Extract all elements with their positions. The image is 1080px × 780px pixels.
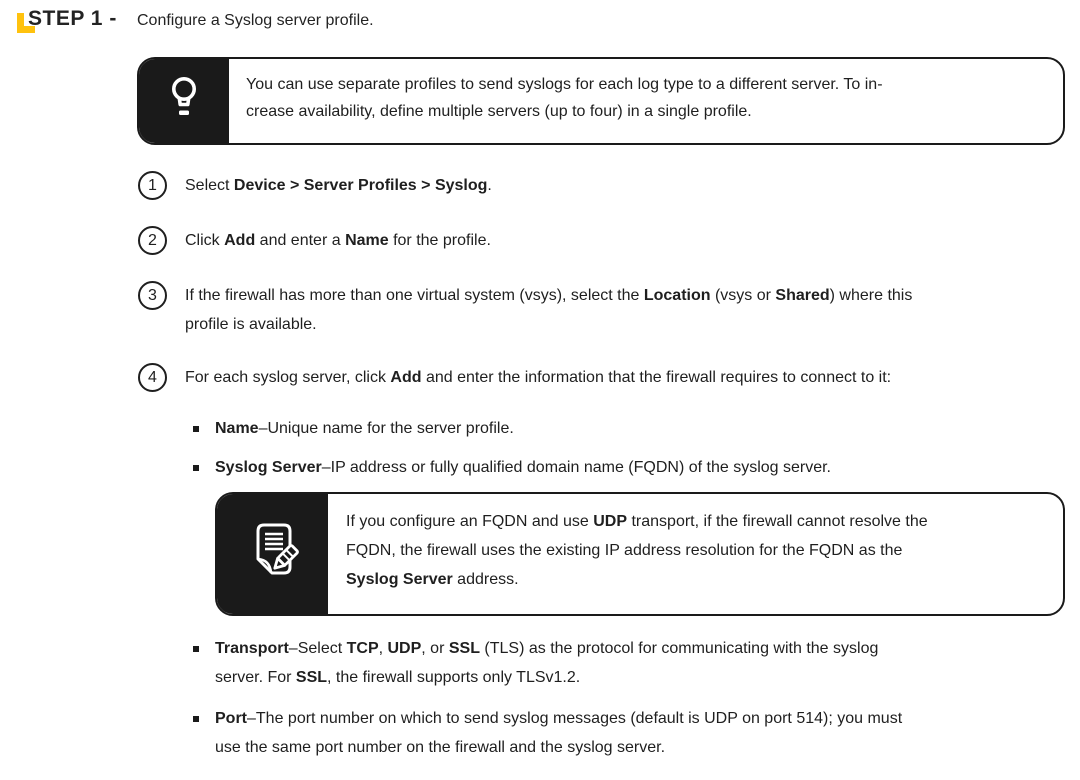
- bullet-item-port: [193, 704, 902, 762]
- tip-icon-panel: [139, 59, 229, 143]
- bullet-item-transport: [193, 634, 878, 692]
- step-item-4: [138, 363, 891, 393]
- bullet-marker: [193, 716, 199, 722]
- lightbulb-icon: [169, 76, 199, 127]
- step-item-3: [138, 281, 912, 339]
- step-label: STEP 1 -: [28, 7, 117, 30]
- bullet-marker: [193, 426, 199, 432]
- bullet-item-name: [193, 414, 514, 443]
- step-text: Click Add and enter a Name for the profile.: [185, 232, 491, 249]
- step-item-2: [138, 226, 491, 256]
- step-item-1: [138, 171, 492, 201]
- step-number-circle: 2: [138, 226, 167, 255]
- bullet-text: Syslog Server–IP address or fully qualified domain name (FQDN) of the syslog server.: [215, 459, 831, 476]
- step-text: Select Device > Server Profiles > Syslog.: [185, 177, 492, 194]
- bullet-marker: [193, 465, 199, 471]
- note-icon-panel: [217, 494, 328, 614]
- tip-text: You can use separate profiles to send syslogs for each log type to a different server. To in- crease availability, define multiple servers (up to four) in a single profile.: [246, 76, 883, 120]
- document-pencil-icon: [242, 518, 304, 591]
- bullet-item-syslog-server: [193, 453, 831, 482]
- bullet-marker: [193, 646, 199, 652]
- step-title: Configure a Syslog server profile.: [137, 12, 374, 29]
- bullet-text: Name–Unique name for the server profile.: [215, 420, 514, 437]
- bullet-text: Port–The port number on which to send syslog messages (default is UDP on port 514); you must use the same port number on the firewall and the syslog server.: [215, 710, 903, 756]
- step-text: If the firewall has more than one virtual system (vsys), select the Location (vsys or Shared) where this profile is available.: [185, 287, 913, 333]
- note-text: If you configure an FQDN and use UDP transport, if the firewall cannot resolve the FQDN, the firewall uses the existing IP address resolution for the FQDN as the Syslog Server address.: [346, 513, 928, 588]
- step-number-circle: 3: [138, 281, 167, 310]
- step-number-circle: 1: [138, 171, 167, 200]
- step-text: For each syslog server, click Add and enter the information that the firewall requires to connect to it:: [185, 369, 892, 386]
- step-number-circle: 4: [138, 363, 167, 392]
- tip-callout: [137, 57, 1065, 145]
- note-callout: [215, 492, 1065, 616]
- bullet-text: Transport–Select TCP, UDP, or SSL (TLS) as the protocol for communicating with the syslog server. For SSL, the firewall supports only TLSv1.2.: [215, 640, 879, 686]
